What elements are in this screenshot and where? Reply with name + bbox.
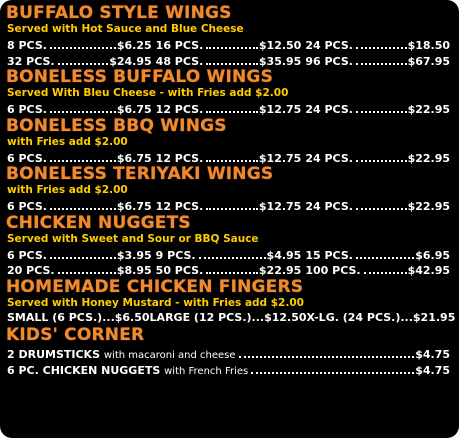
- price-item: [7, 246, 152, 262]
- price-item: [7, 149, 152, 165]
- leader-dots: [199, 246, 266, 259]
- item-price: $6.75: [116, 103, 152, 116]
- item-label: 24 PCS.: [305, 39, 353, 52]
- section-title-chicken-fingers: HOMEMADE CHICKEN FINGERS: [6, 276, 304, 297]
- price-row: [6, 36, 450, 52]
- leader-dots: [50, 100, 116, 113]
- leader-dots: [50, 149, 116, 162]
- item-price: $12.75: [258, 103, 302, 116]
- item-label: 8 PCS.: [7, 39, 47, 52]
- section-title-boneless-bbq-wings: BONELESS BBQ WINGS: [6, 115, 227, 136]
- item-price: $4.75: [415, 348, 450, 361]
- price-row: [6, 100, 450, 116]
- item-price: $4.95: [266, 248, 302, 261]
- section-title-boneless-buffalo-wings: BONELESS BUFFALO WINGS: [6, 67, 274, 87]
- item-price: $6.95: [415, 248, 451, 261]
- item-label: 20 PCS.: [7, 264, 55, 277]
- price-item: [156, 52, 302, 68]
- price-item: [156, 246, 302, 262]
- price-item: [156, 36, 302, 52]
- price-row: [6, 149, 450, 165]
- section-title-buffalo-wings: BUFFALO STYLE WINGS: [6, 3, 232, 23]
- item-label: 15 PCS.: [305, 248, 353, 261]
- item-price: $22.95: [407, 151, 451, 164]
- price-item: [156, 261, 302, 277]
- leader-dots: [50, 246, 116, 259]
- kids-item-name: 6 PC. CHICKEN NUGGETS: [7, 363, 161, 376]
- price-item: [305, 197, 450, 213]
- item-price: $22.95: [407, 103, 451, 116]
- item-label: 32 PCS.: [7, 54, 55, 67]
- leader-dots: [206, 197, 258, 210]
- item-label: 6 PCS.: [7, 200, 47, 213]
- item-price: $42.95: [407, 264, 451, 277]
- price-item: [7, 361, 450, 377]
- leader-dots: [356, 149, 407, 162]
- item-label: 12 PCS.: [155, 103, 204, 116]
- price-item: [156, 149, 302, 165]
- price-row: [6, 52, 450, 68]
- item-price: $24.95: [109, 54, 152, 67]
- price-row: [6, 197, 450, 213]
- section-subtitle-buffalo-wings: Served with Hot Sauce and Blue Cheese: [7, 23, 244, 35]
- leader-dots: [364, 261, 407, 274]
- leader-dots: [206, 52, 258, 65]
- item-label: 9 PCS.: [155, 248, 196, 261]
- item-label: 16 PCS.: [155, 39, 204, 52]
- item-price: $67.95: [407, 54, 451, 67]
- price-item: [156, 100, 302, 116]
- section-title-chicken-nuggets: CHICKEN NUGGETS: [6, 212, 191, 233]
- item-label: 6 PCS.: [7, 248, 47, 261]
- item-price: $35.95: [258, 54, 302, 67]
- item-price: $4.75: [415, 363, 450, 376]
- leader-dots: [206, 149, 258, 162]
- leader-dots: [356, 246, 414, 259]
- fingers-large-price: LARGE (12 PCS.)...$12.50: [149, 310, 307, 324]
- price-item: [305, 261, 450, 277]
- leader-dots: [50, 36, 116, 49]
- price-item: [305, 246, 450, 262]
- price-row: [6, 361, 450, 377]
- price-item: [7, 197, 152, 213]
- price-item: [7, 261, 152, 277]
- item-price: $8.95: [116, 264, 152, 277]
- price-item: [156, 197, 302, 213]
- price-item: [7, 36, 152, 52]
- section-title-kids-corner: KIDS' CORNER: [6, 325, 145, 345]
- section-subtitle-chicken-fingers: Served with Honey Mustard - with Fries add $2.00: [7, 296, 304, 309]
- section-subtitle-boneless-bbq-wings: with Fries add $2.00: [7, 135, 128, 148]
- item-label: 6 PCS.: [7, 151, 47, 164]
- leader-dots: [356, 197, 407, 210]
- item-label: 24 PCS.: [305, 151, 353, 164]
- item-price: $18.50: [407, 39, 451, 52]
- item-price: $6.25: [116, 39, 152, 52]
- item-price: $6.75: [116, 151, 152, 164]
- item-label: 48 PCS.: [155, 54, 204, 67]
- section-subtitle-boneless-buffalo-wings: Served With Bleu Cheese - with Fries add $2.00: [7, 87, 289, 99]
- leader-dots: [206, 261, 258, 274]
- price-item: [7, 345, 450, 361]
- price-item: [305, 36, 450, 52]
- item-price: $6.75: [116, 200, 152, 213]
- price-row: [6, 345, 450, 361]
- item-label: 96 PCS.: [305, 54, 353, 67]
- kids-item-name: 2 DRUMSTICKS: [7, 348, 101, 361]
- price-item: [7, 52, 152, 68]
- price-row: [6, 310, 456, 326]
- price-item: [305, 52, 450, 68]
- price-row: [6, 261, 450, 277]
- price-item: [7, 100, 152, 116]
- leader-dots: [356, 52, 407, 65]
- item-label: [7, 347, 236, 361]
- leader-dots: [251, 361, 414, 374]
- item-price: $3.95: [116, 248, 152, 261]
- leader-dots: [206, 36, 258, 49]
- item-label: 24 PCS.: [305, 200, 353, 213]
- fingers-xlarge-price: X-LG. (24 PCS.)...$21.95: [306, 310, 456, 324]
- item-price: $12.75: [258, 200, 302, 213]
- leader-dots: [50, 197, 116, 210]
- item-price: $12.50: [258, 39, 302, 52]
- leader-dots: [206, 100, 258, 113]
- section-subtitle-boneless-teriyaki-wings: with Fries add $2.00: [7, 184, 128, 196]
- price-item: [305, 149, 450, 165]
- item-price: $22.95: [258, 264, 302, 277]
- kids-item-detail: with French Fries: [164, 365, 249, 376]
- leader-dots: [356, 36, 407, 49]
- leader-dots: [58, 52, 109, 65]
- item-price: $22.95: [407, 200, 451, 213]
- price-item: [305, 100, 450, 116]
- section-title-boneless-teriyaki-wings: BONELESS TERIYAKI WINGS: [6, 164, 274, 184]
- leader-dots: [239, 345, 415, 358]
- item-label: 100 PCS.: [305, 264, 361, 277]
- item-label: [7, 363, 248, 377]
- item-label: 50 PCS.: [155, 264, 204, 277]
- item-price: $12.75: [258, 151, 302, 164]
- kids-item-detail: with macaroni and cheese: [103, 350, 236, 361]
- item-label: 12 PCS.: [155, 200, 204, 213]
- item-label: 12 PCS.: [155, 151, 204, 164]
- item-label: 6 PCS.: [7, 103, 47, 116]
- item-label: 24 PCS.: [305, 103, 353, 116]
- fingers-small-price: SMALL (6 PCS.)...$6.50: [7, 310, 150, 324]
- price-row: [6, 246, 450, 262]
- leader-dots: [58, 261, 116, 274]
- leader-dots: [356, 100, 407, 113]
- section-subtitle-chicken-nuggets: Served with Sweet and Sour or BBQ Sauce: [7, 232, 259, 245]
